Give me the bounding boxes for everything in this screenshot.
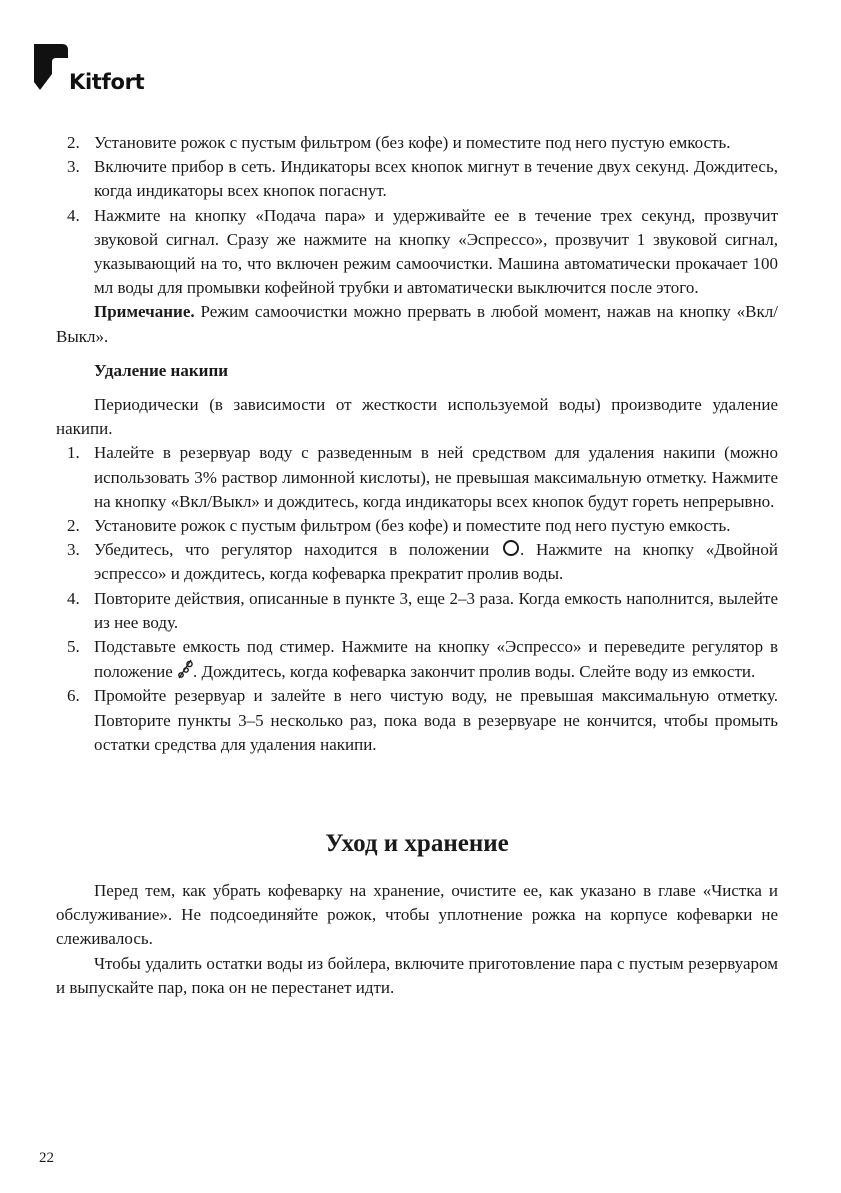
kitfort-logo-icon	[34, 44, 74, 96]
list-item	[56, 155, 778, 203]
page-number: 22	[39, 1150, 54, 1166]
list-item	[56, 635, 778, 684]
list-number: 2.	[67, 516, 80, 536]
circle-position-icon	[503, 540, 519, 556]
list-number: 3.	[67, 157, 80, 177]
section-subheading: Удаление накипи	[94, 360, 229, 380]
list-text-after: . Нажмите на кнопку «Двойной эспрессо» и дождитесь, когда кофеварка прекратит пролив воды.	[94, 540, 778, 584]
list-text: Повторите действия, описанные в пункте 3, еще 2–3 раза. Когда емкость наполнится, вылейте из нее воду.	[94, 588, 778, 632]
list-number: 1.	[67, 443, 80, 463]
list-number: 5.	[67, 637, 80, 657]
steam-position-icon	[177, 659, 193, 679]
list-text: Установите рожок с пустым фильтром (без кофе) и поместите под него пустую емкость.	[94, 516, 731, 536]
list-text-before: Убедитесь, что регулятор находится в положении	[94, 540, 501, 560]
note-paragraph	[56, 300, 778, 348]
brand-name: Kitfort	[69, 70, 145, 94]
page-content	[56, 131, 778, 1000]
body-paragraph: Перед тем, как убрать кофеварку на хранение, очистите ее, как указано в главе «Чистка и обслуживание». Не подсоединяйте рожок, чтобы уплотнение рожка на корпусе кофеварки не слеживалось.	[56, 881, 778, 949]
brand-logo	[34, 44, 144, 100]
list-text-before: Подставьте емкость под стимер. Нажмите на кнопку «Эспрессо» и переведите регулятор в положение	[94, 637, 778, 682]
list-item	[56, 587, 778, 635]
list-item	[56, 684, 778, 757]
list-text: Нажмите на кнопку «Подача пара» и удерживайте ее в течение трех секунд, прозвучит звуковой сигнал. Сразу же нажмите на кнопку «Эспрессо», прозвучит 1 звуковой сигнал, указывающий на то, что включен режим самоочистки. Машина автоматически прокачает 100 мл воды для промывки кофейной трубки и автоматически выключится после этого.	[94, 205, 778, 298]
list-text: Установите рожок с пустым фильтром (без кофе) и поместите под него пустую емкость.	[94, 133, 731, 152]
list-item	[56, 441, 778, 514]
list-item	[56, 514, 778, 538]
intro-paragraph: Периодически (в зависимости от жесткости используемой воды) производите удаление накипи.	[56, 395, 778, 439]
list-number: 6.	[67, 686, 80, 706]
list-text-after: . Дождитесь, когда кофеварка закончит пролив воды. Слейте воду из емкости.	[193, 662, 756, 682]
note-text: Режим самоочистки можно прервать в любой момент, нажав на кнопку «Вкл/Выкл».	[56, 302, 778, 346]
body-paragraph: Чтобы удалить остатки воды из бойлера, включите приготовление пара с пустым резервуаром и выпускайте пар, пока он не перестанет идти.	[56, 953, 778, 997]
section-title: Уход и хранение	[325, 830, 509, 858]
list-text: Включите прибор в сеть. Индикаторы всех кнопок мигнут в течение двух секунд. Дождитесь, когда индикаторы всех кнопок погаснут.	[94, 157, 778, 201]
list-number: 4.	[67, 588, 80, 608]
list-item	[56, 204, 778, 301]
list-number: 2.	[67, 133, 80, 152]
list-item	[56, 538, 778, 586]
list-number: 3.	[67, 540, 80, 560]
list-text: Налейте в резервуар воду с разведенным в ней средством для удаления накипи (можно использовать 3% раствор лимонной кислоты), не превышая максимальную отметку. Нажмите на кнопку «Вкл/Выкл» и дождитесь, когда индикаторы всех кнопок будут гореть непрерывно.	[94, 443, 778, 511]
list-number: 4.	[67, 205, 80, 225]
list-item	[56, 131, 778, 155]
note-label: Примечание.	[94, 302, 195, 322]
list-text: Промойте резервуар и залейте в него чистую воду, не превышая максимальную отметку. Повторите пункты 3–5 несколько раз, пока вода в резервуаре не кончится, чтобы промыть остатки средства для удаления накипи.	[94, 686, 778, 754]
